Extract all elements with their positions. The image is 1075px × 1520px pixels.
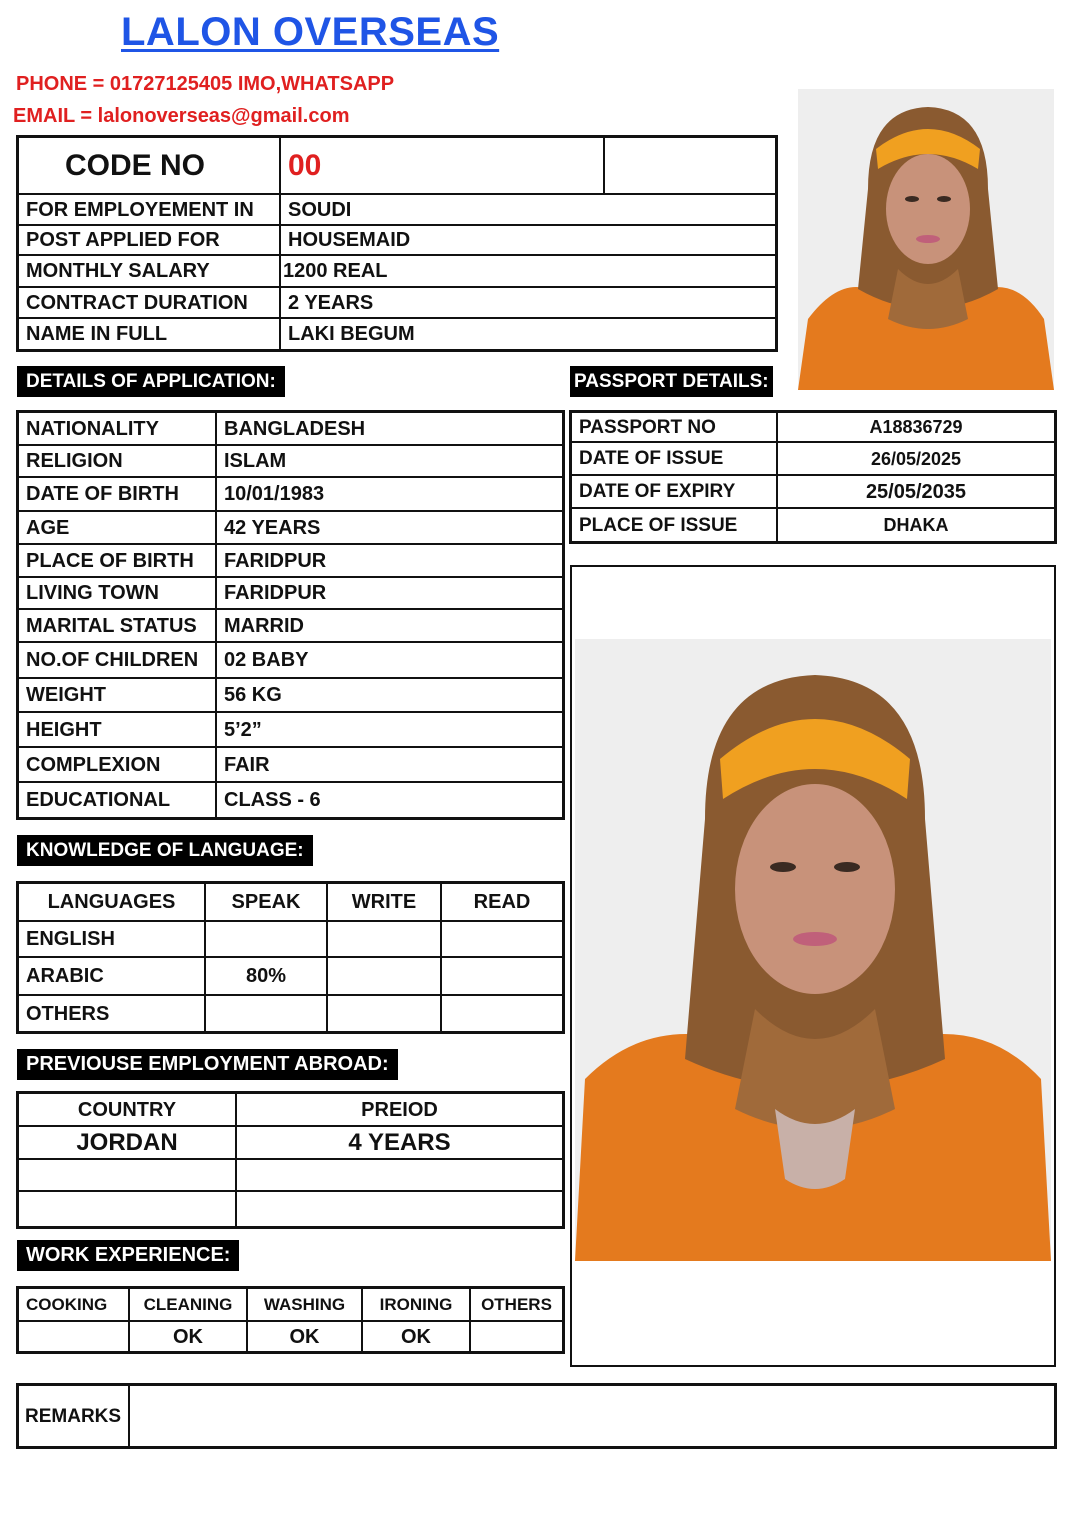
passport-table: [570, 411, 1056, 543]
nationality-value: BANGLADESH: [216, 412, 563, 445]
prev-country-2: [18, 1159, 236, 1191]
lang-english-speak: [205, 921, 327, 957]
place-of-birth-value: FARIDPUR: [216, 544, 563, 577]
application-table: [17, 411, 564, 819]
code-no-extra: [604, 137, 776, 194]
section-previous: PREVIOUSE EMPLOYMENT ABROAD:: [17, 1049, 398, 1080]
employment-in-label: FOR EMPLOYEMENT IN: [18, 194, 280, 225]
lang-arabic-read: [441, 957, 563, 995]
prev-period-1: 4 YEARS: [236, 1126, 563, 1159]
issue-date-value: 26/05/2025: [777, 442, 1055, 475]
lang-others-read: [441, 995, 563, 1032]
religion-value: ISLAM: [216, 445, 563, 477]
place-of-birth-label: PLACE OF BIRTH: [18, 544, 216, 577]
prev-country-1: JORDAN: [18, 1126, 236, 1159]
marital-status-value: MARRID: [216, 609, 563, 642]
employment-in-value: SOUDI: [280, 194, 776, 225]
remarks-label: REMARKS: [18, 1385, 129, 1447]
complexion-label: COMPLEXION: [18, 747, 216, 782]
section-application: DETAILS OF APPLICATION:: [17, 366, 285, 397]
full-name-value: LAKI BEGUM: [280, 318, 776, 350]
lang-arabic-speak: 80%: [205, 957, 327, 995]
contract-duration-value: 2 YEARS: [280, 287, 776, 318]
lang-header-languages: LANGUAGES: [18, 883, 205, 921]
prev-period-3: [236, 1191, 563, 1227]
living-town-value: FARIDPUR: [216, 577, 563, 609]
work-ironing-value: OK: [362, 1321, 470, 1352]
top-info-table: [17, 136, 777, 351]
lang-others-speak: [205, 995, 327, 1032]
expiry-date-value: 25/05/2035: [777, 475, 1055, 508]
code-no-value: 00: [280, 137, 604, 194]
work-header-cooking: COOKING: [18, 1288, 129, 1321]
work-cleaning-value: OK: [129, 1321, 247, 1352]
language-table: [17, 882, 564, 1033]
code-no-label: CODE NO: [18, 137, 280, 194]
section-language: KNOWLEDGE OF LANGUAGE:: [17, 835, 313, 866]
issue-date-label: DATE OF ISSUE: [571, 442, 777, 475]
height-value: 5’2”: [216, 712, 563, 747]
religion-label: RELIGION: [18, 445, 216, 477]
remarks-value: [129, 1385, 1055, 1447]
email-line: EMAIL = lalonoverseas@gmail.com: [13, 105, 350, 127]
work-others-value: [470, 1321, 563, 1352]
lang-header-read: READ: [441, 883, 563, 921]
weight-label: WEIGHT: [18, 678, 216, 712]
lang-header-speak: SPEAK: [205, 883, 327, 921]
lang-arabic-write: [327, 957, 441, 995]
place-of-issue-label: PLACE OF ISSUE: [571, 508, 777, 542]
nationality-label: NATIONALITY: [18, 412, 216, 445]
remarks-table: [17, 1384, 1056, 1448]
lang-english: ENGLISH: [18, 921, 205, 957]
educational-label: EDUCATIONAL: [18, 782, 216, 818]
dob-label: DATE OF BIRTH: [18, 477, 216, 511]
phone-line: PHONE = 01727125405 IMO,WHATSAPP: [16, 73, 395, 95]
children-label: NO.OF CHILDREN: [18, 642, 216, 678]
prev-header-period: PREIOD: [236, 1093, 563, 1126]
work-header-ironing: IRONING: [362, 1288, 470, 1321]
contract-duration-label: CONTRACT DURATION: [18, 287, 280, 318]
marital-status-label: MARITAL STATUS: [18, 609, 216, 642]
height-label: HEIGHT: [18, 712, 216, 747]
monthly-salary-value: 1200 REAL: [280, 255, 776, 287]
portrait-large-graphic: [575, 639, 1051, 1261]
lang-others: OTHERS: [18, 995, 205, 1032]
prev-header-country: COUNTRY: [18, 1093, 236, 1126]
living-town-label: LIVING TOWN: [18, 577, 216, 609]
passport-no-label: PASSPORT NO: [571, 412, 777, 442]
educational-value: CLASS - 6: [216, 782, 563, 818]
passport-no-value: A18836729: [777, 412, 1055, 442]
work-experience-table: [17, 1287, 564, 1353]
monthly-salary-label: MONTHLY SALARY: [18, 255, 280, 287]
portrait-small-graphic: [798, 89, 1054, 390]
prev-period-2: [236, 1159, 563, 1191]
complexion-value: FAIR: [216, 747, 563, 782]
full-name-label: NAME IN FULL: [18, 318, 280, 350]
age-label: AGE: [18, 511, 216, 544]
lang-others-write: [327, 995, 441, 1032]
expiry-date-label: DATE OF EXPIRY: [571, 475, 777, 508]
lang-arabic: ARABIC: [18, 957, 205, 995]
post-applied-label: POST APPLIED FOR: [18, 225, 280, 255]
post-applied-value: HOUSEMAID: [280, 225, 776, 255]
applicant-photo-large: [575, 639, 1051, 1261]
work-washing-value: OK: [247, 1321, 362, 1352]
work-header-others: OTHERS: [470, 1288, 563, 1321]
weight-value: 56 KG: [216, 678, 563, 712]
work-header-cleaning: CLEANING: [129, 1288, 247, 1321]
lang-english-write: [327, 921, 441, 957]
work-cooking-value: [18, 1321, 129, 1352]
previous-employment-table: [17, 1092, 564, 1228]
company-title: LALON OVERSEAS: [121, 10, 500, 54]
prev-country-3: [18, 1191, 236, 1227]
section-work: WORK EXPERIENCE:: [17, 1240, 239, 1271]
applicant-photo-small: [798, 89, 1054, 390]
work-header-washing: WASHING: [247, 1288, 362, 1321]
place-of-issue-value: DHAKA: [777, 508, 1055, 542]
dob-value: 10/01/1983: [216, 477, 563, 511]
lang-english-read: [441, 921, 563, 957]
section-passport: PASSPORT DETAILS:: [570, 366, 773, 397]
lang-header-write: WRITE: [327, 883, 441, 921]
age-value: 42 YEARS: [216, 511, 563, 544]
children-value: 02 BABY: [216, 642, 563, 678]
